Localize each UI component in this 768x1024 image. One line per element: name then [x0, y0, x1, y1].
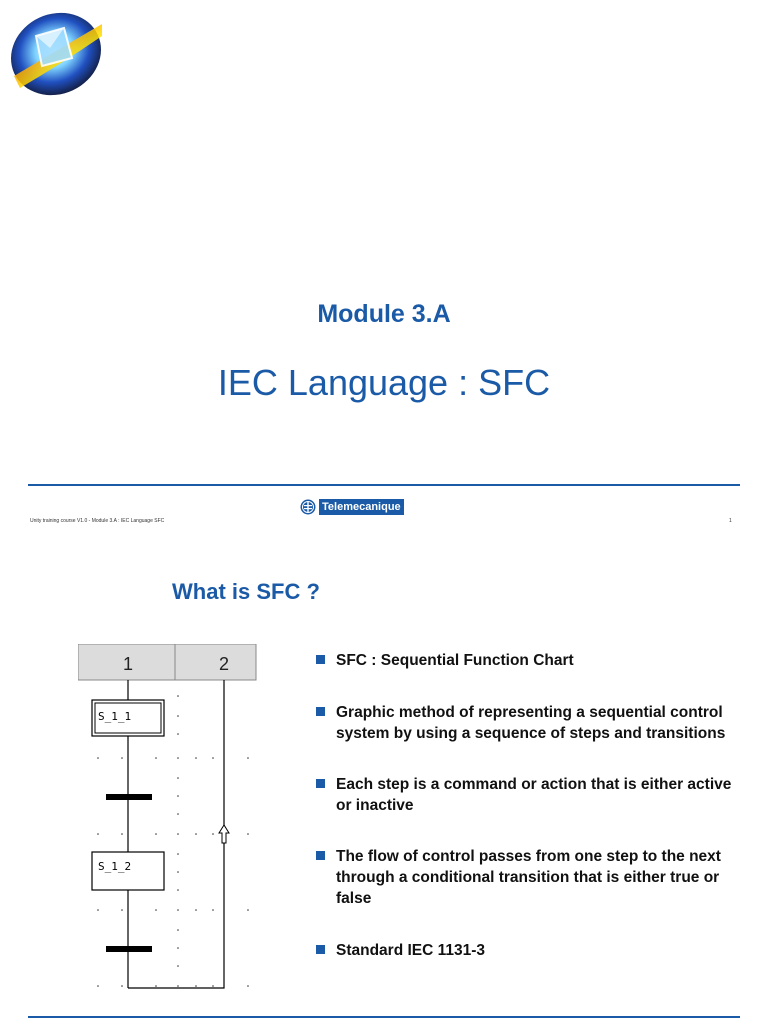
bullet-item: Standard IEC 1131-3: [314, 940, 744, 961]
bullet-item: Each step is a command or action that is either active or inactive: [314, 774, 744, 816]
bullet-item: The flow of control passes from one step to the next through a conditional transition that is either true or false: [314, 846, 744, 909]
step-label-2: S_1_2: [98, 860, 132, 873]
brand-label: Telemecanique: [319, 499, 404, 515]
bullet-item: SFC : Sequential Function Chart: [314, 650, 744, 671]
bullet-item: Graphic method of representing a sequential control system by using a sequence of steps and transitions: [314, 702, 744, 744]
bullet-square-icon: [316, 779, 325, 788]
column-header-2: 2: [218, 654, 230, 674]
telemecanique-icon: [300, 499, 316, 515]
column-header-1: 1: [122, 654, 134, 674]
page-number: 1: [729, 518, 732, 524]
bullet-square-icon: [316, 945, 325, 954]
bullet-square-icon: [316, 851, 325, 860]
transition-2: [106, 946, 152, 952]
step-label-1: S_1_1: [98, 710, 132, 723]
slide-title: What is SFC ?: [172, 579, 320, 604]
bullet-square-icon: [316, 707, 325, 716]
divider-top: [28, 484, 740, 486]
divider-bottom: [28, 1016, 740, 1018]
bullet-square-icon: [316, 655, 325, 664]
transition-1: [106, 794, 152, 800]
brand-logo: [300, 498, 404, 516]
module-title: Module 3.A: [317, 300, 451, 328]
bullet-list: [314, 650, 744, 961]
prism-logo: [6, 6, 106, 98]
sfc-diagram: [78, 644, 258, 1006]
main-title: IEC Language : SFC: [217, 362, 551, 403]
footer-text: Unity training course V1.0 - Module 3.A : IEC Language SFC: [30, 518, 165, 524]
